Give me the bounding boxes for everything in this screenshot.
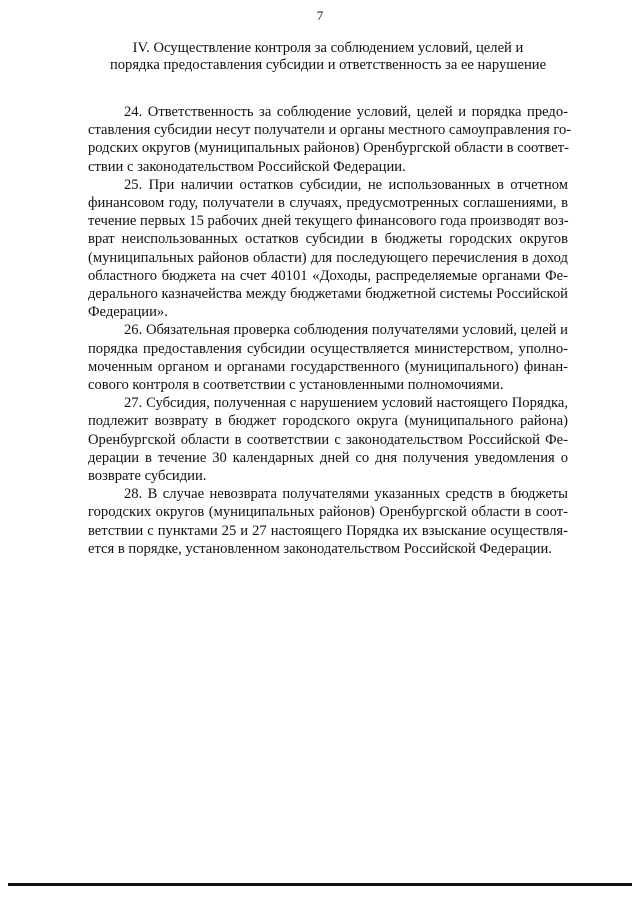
page-number: 7 [316,8,324,23]
text-line: 24. Ответственность за соблюдение условий, целей и порядка предо- [124,104,568,120]
text-line: ствии с законодательством Российской Федерации. [88,158,406,175]
text-line: врат неиспользованных остатков субсидии в бюджеты городских округов [88,231,568,248]
paragraph-24 [88,103,572,176]
text-line: подлежит возврату в бюджет городского округа (муниципального района) [88,413,568,430]
paragraph-26 [88,321,568,394]
heading-line: порядка предоставления субсидии и ответственность за ее нарушение [109,57,547,73]
text-line: 28. В случае невозврата получателями указанных средств в бюджеты [124,486,568,503]
text-line: (муниципальных районов области) для последующего перечисления в доход [88,249,568,266]
bottom-rule [8,883,632,886]
text-line: ставления субсидии несут получатели и органы местного самоуправления го- [88,122,572,139]
text-line: родских округов (муниципальных районов) Оренбургской области в соответ- [88,140,570,157]
text-line: 27. Субсидия, полученная с нарушением условий настоящего Порядка, [124,395,568,412]
text-line: течение первых 15 рабочих дней текущего финансового года производят воз- [88,213,569,230]
text-line: Оренбургской области в соответствии с законодательством Российской Фе- [88,431,568,448]
text-line: порядка предоставления субсидии осуществляется министерством, уполно- [88,340,568,357]
paragraph-28 [88,485,568,558]
text-line: областного бюджета на счет 40101 «Доходы, распределяемые органами Фе- [88,267,568,284]
text-line: Федерации». [88,304,168,321]
heading-line: IV. Осуществление контроля за соблюдением условий, целей и [132,40,524,56]
text-line: 25. При наличии остатков субсидии, не использованных в отчетном [124,176,568,193]
paragraph-25 [88,176,568,322]
body-text [88,103,572,558]
text-line: 26. Обязательная проверка соблюдения получателями условий, целей и [124,322,568,339]
paragraph-27 [88,394,568,485]
text-line: возврате субсидии. [88,468,207,485]
text-line: финансовом году, получатели в случаях, предусмотренных соглашениями, в [88,195,568,212]
text-line: дерации в течение 30 календарных дней со дня получения уведомления о [88,449,568,466]
text-line: ветствии с пунктами 25 и 27 настоящего Порядка их взыскание осуществля- [88,522,568,539]
text-line: моченным органом и органами государственного (муниципального) финан- [88,358,568,375]
text-line: городских округов (муниципальных районов) Оренбургской области в соот- [88,504,568,521]
text-line: ется в порядке, установленном законодательством Российской Федерации. [88,540,552,557]
text-line: дерального казначейства между бюджетами бюджетной системы Российской [88,286,568,303]
text-line: сового контроля в соответствии с установленными полномочиями. [88,377,504,394]
section-heading [88,40,568,74]
